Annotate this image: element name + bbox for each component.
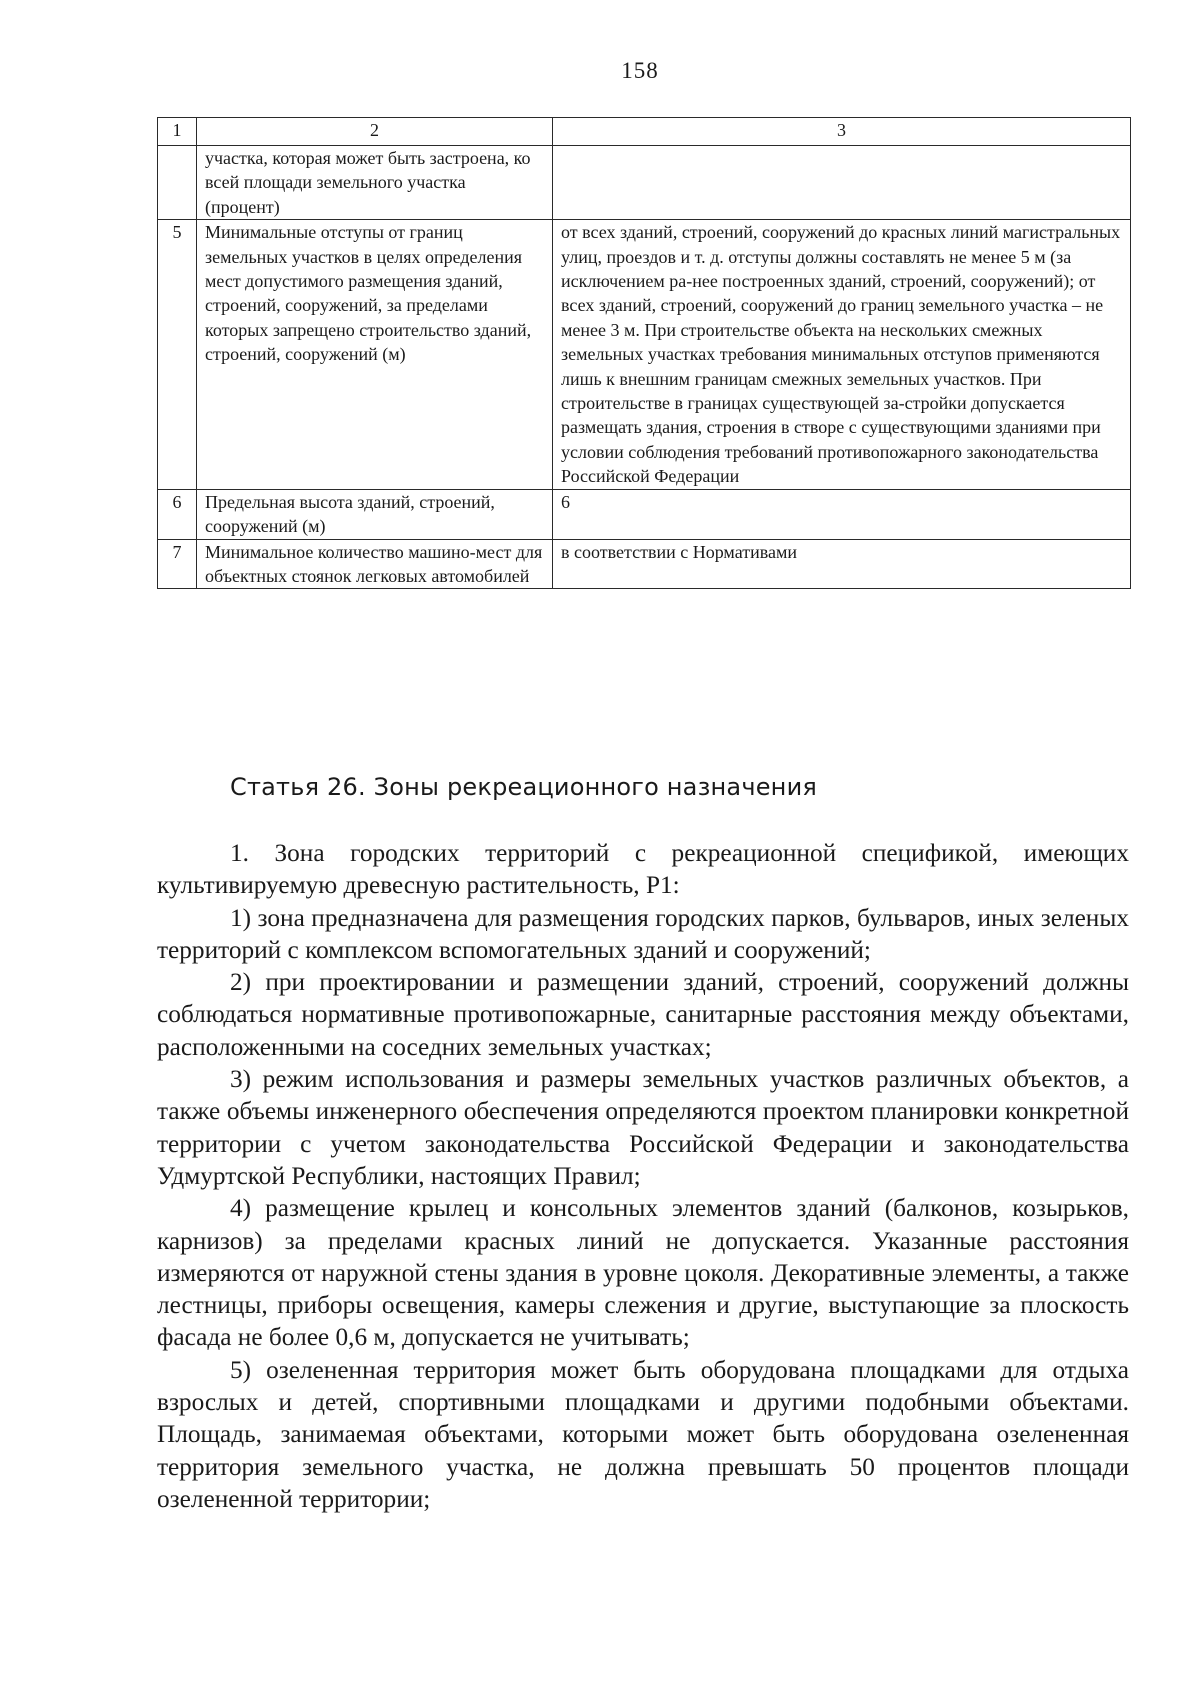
parameter-value-cell: в соответствии с Нормативами — [553, 539, 1131, 589]
parameter-value-cell: 6 — [553, 489, 1131, 539]
table-header-row — [158, 118, 1131, 146]
table-row — [158, 220, 1131, 489]
page-number: 158 — [621, 58, 659, 83]
parameter-name-cell: участка, которая может быть застроена, ко всей площади земельного участка (процент) — [197, 146, 553, 220]
article-body — [157, 837, 1129, 1515]
table-row — [158, 146, 1131, 220]
row-number-cell: 7 — [158, 539, 197, 589]
article-paragraph: 3) режим использования и размеры земельных участков различных объектов, а также объемы инженерного обеспечения определяются проектом планировки конкретной территории с учетом законодательства Российской Федерации и законодательства Удмуртской Республики, настоящих Правил; — [157, 1065, 1129, 1190]
table-header-cell: 1 — [158, 118, 197, 146]
article-paragraph: 1. Зона городских территорий с рекреационной спецификой, имеющих культивируемую древесную растительность, Р1: — [157, 839, 1129, 900]
article-paragraph: 1) зона предназначена для размещения городских парков, бульваров, иных зеленых территорий с комплексом вспомогательных зданий и сооружений; — [157, 903, 1129, 964]
article-paragraph: 4) размещение крылец и консольных элементов зданий (балконов, козырьков, карнизов) за пределами красных линий не допускается. Указанные расстояния измеряются от наружной стены здания в уровне цоколя. Декоративные элементы, а также лестницы, приборы освещения, камеры слежения и другие, выступающие за плоскость фасада не более 0,6 м, допускается не учитывать; — [157, 1194, 1129, 1352]
article-title: Статья 26. Зоны рекреационного назначения — [230, 773, 818, 801]
table-header-cell: 2 — [197, 118, 553, 146]
table-header-cell: 3 — [553, 118, 1131, 146]
regulations-table — [157, 117, 1131, 589]
article-paragraph: 5) озелененная территория может быть оборудована площадками для отдыха взрослых и детей, спортивными площадками и другими подобными объектами. Площадь, занимаемая объектами, которыми может быть оборудована озелененная территория земельного участка, не должна превышать 50 процентов площади озелененной территории; — [157, 1355, 1129, 1513]
parameter-name-cell: Предельная высота зданий, строений, сооружений (м) — [197, 489, 553, 539]
parameter-name-cell: Минимальное количество машино-мест для объектных стоянок легковых автомобилей — [197, 539, 553, 589]
table-row — [158, 539, 1131, 589]
row-number-cell — [158, 146, 197, 220]
parameter-name-cell: Минимальные отступы от границ земельных участков в целях определения мест допустимого размещения зданий, строений, сооружений, за пределами которых запрещено строительство зданий, строений, сооружений (м) — [197, 220, 553, 489]
parameter-value-cell — [553, 146, 1131, 220]
row-number-cell: 6 — [158, 489, 197, 539]
article-paragraph: 2) при проектировании и размещении зданий, строений, сооружений должны соблюдаться нормативные противопожарные, санитарные расстояния между объектами, расположенными на соседних земельных участках; — [157, 968, 1129, 1061]
parameter-value-cell: от всех зданий, строений, сооружений до красных линий магистральных улиц, проездов и т. д. отступы должны составлять не менее 5 м (за исключением ра-нее построенных зданий, строений, сооружений); от всех зданий, строений, сооружений до границ земельного участка – не менее 3 м. При строительстве объекта на нескольких смежных земельных участках требования минимальных отступов применяются лишь к внешним границам смежных земельных участков. При строительстве в границах существующей за-стройки допускается размещать здания, строения в створе с существующими зданиями при условии соблюдения требований противопожарного законодательства Российской Федерации — [553, 220, 1131, 489]
table-row — [158, 489, 1131, 539]
row-number-cell: 5 — [158, 220, 197, 489]
